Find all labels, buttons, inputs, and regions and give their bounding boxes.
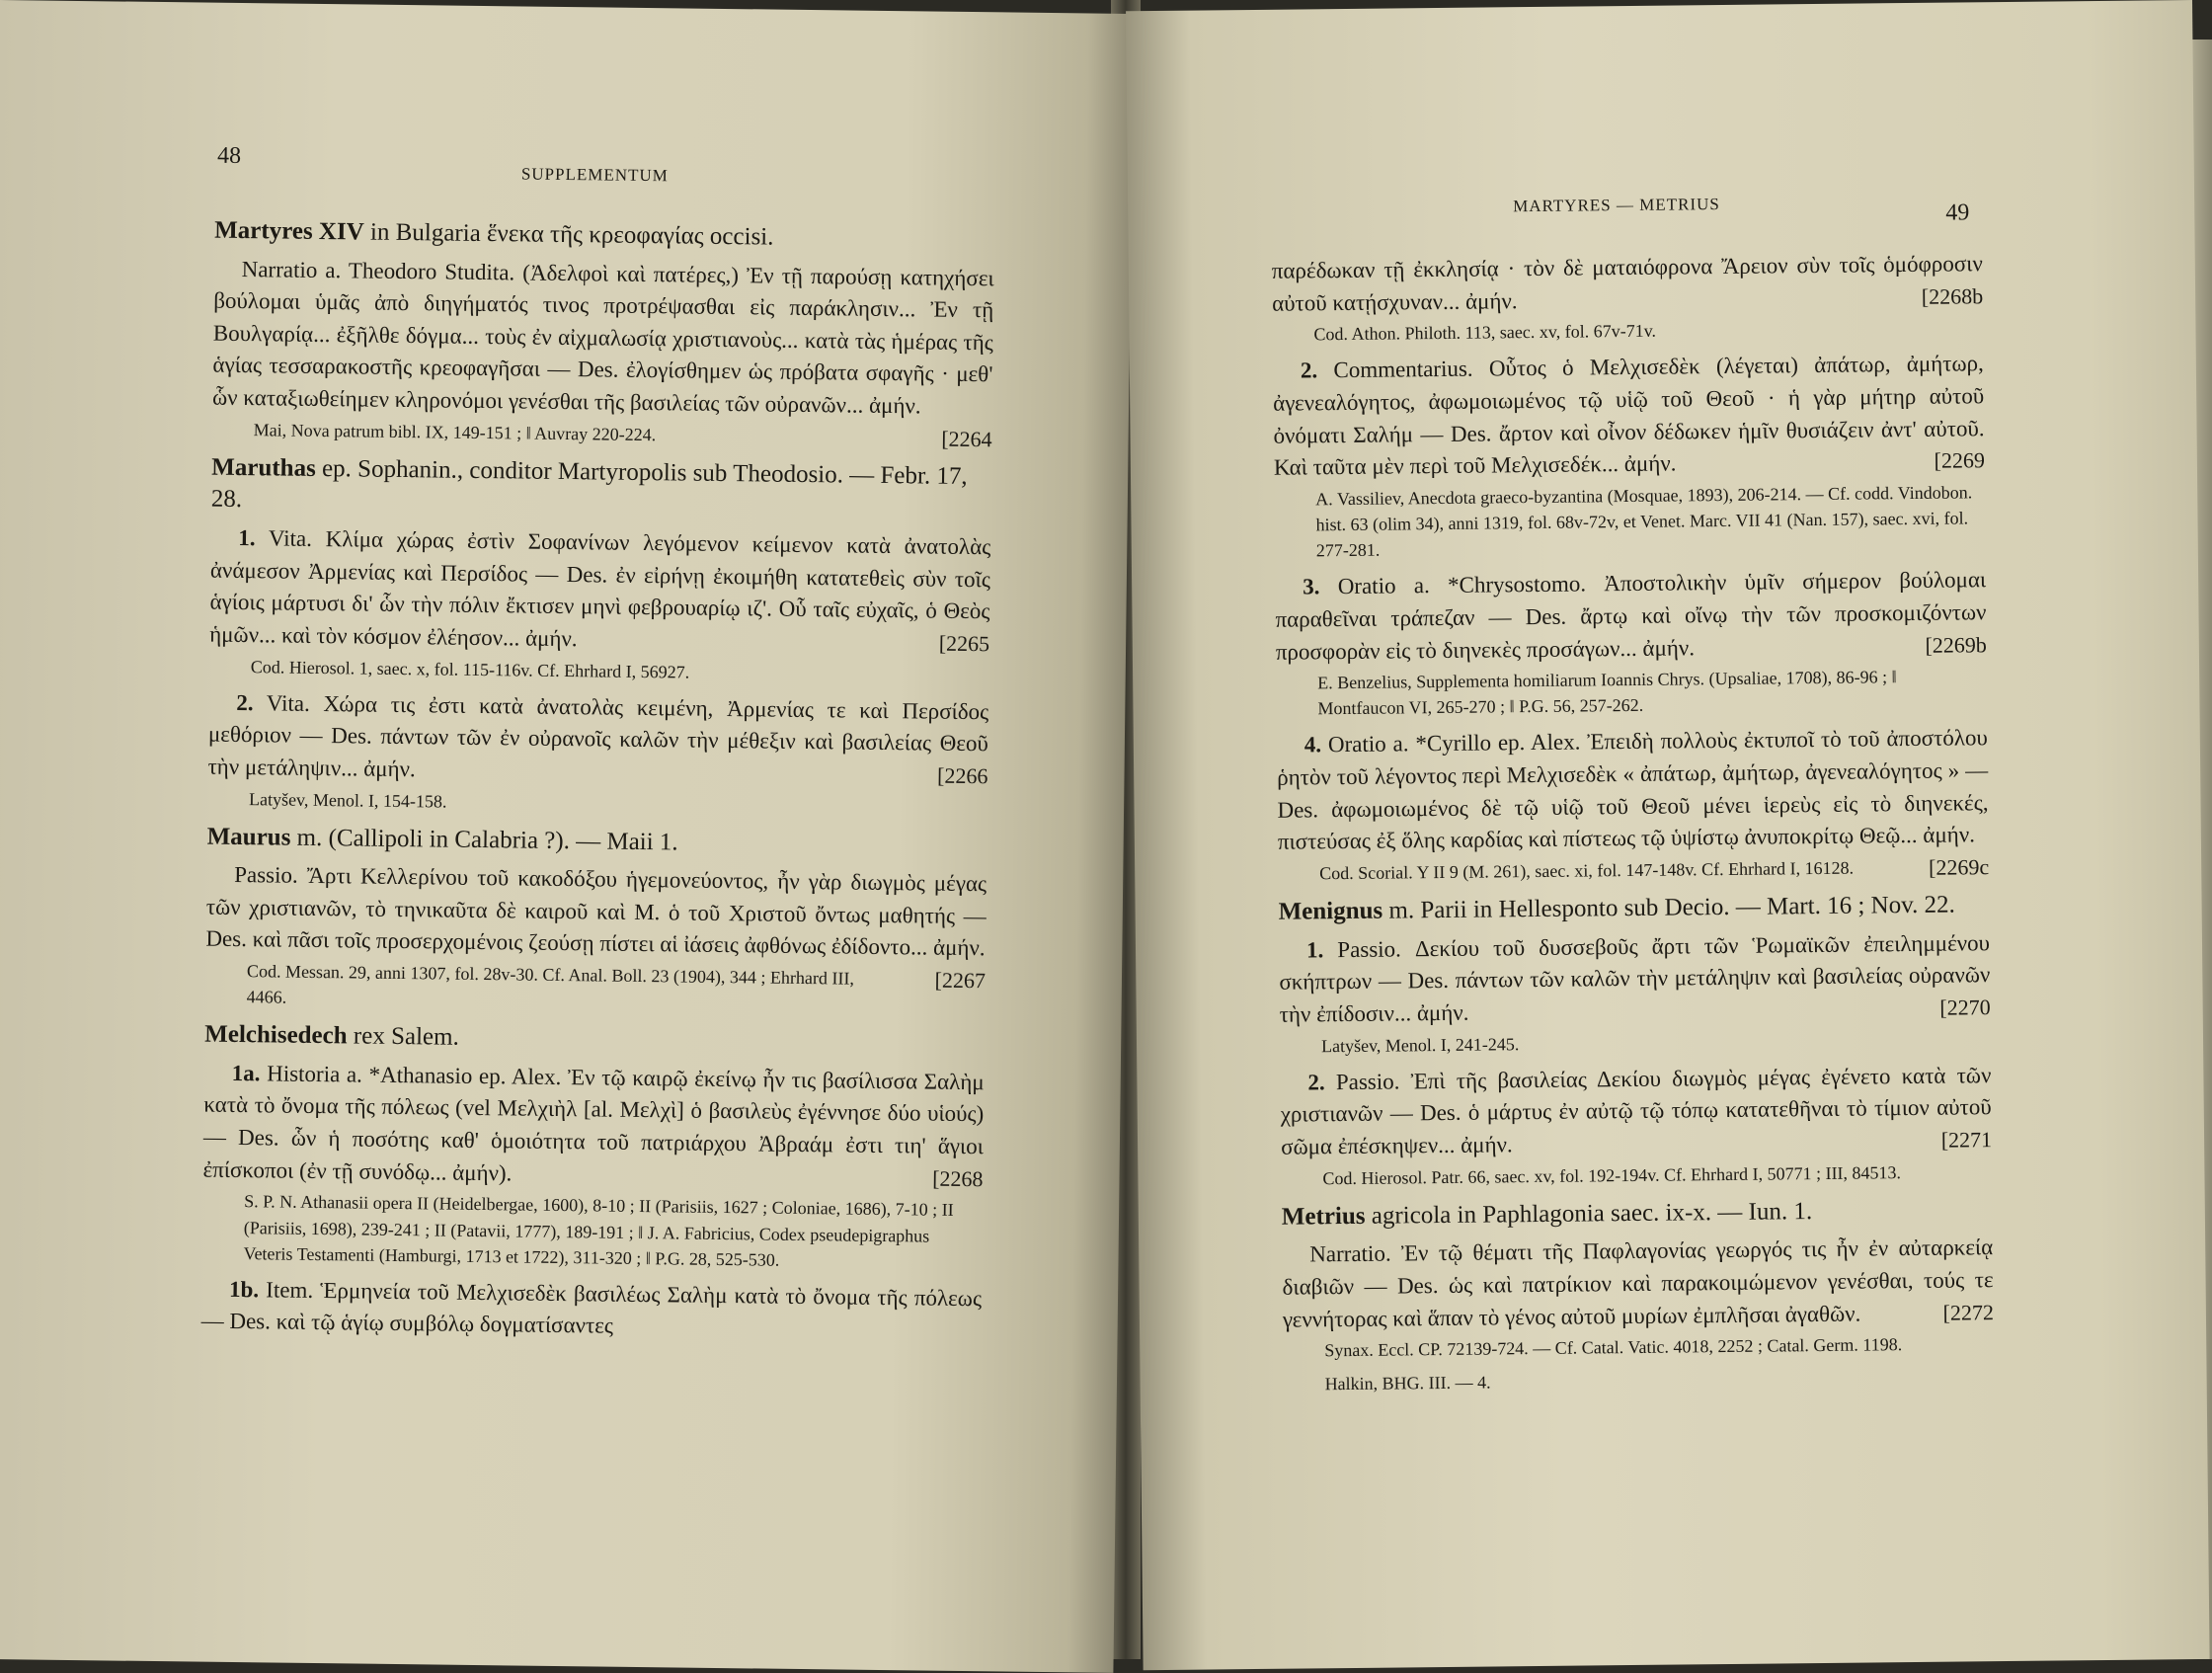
reference: Cod. Hierosol. Patr. 66, saec. xv, fol. 192-194v. Cf. Ehrhard I, 50771 ; III, 84513.: [1322, 1161, 1902, 1189]
bhg-number: [2271: [1940, 1127, 1993, 1153]
entry-heading: Maruthas ep. Sophanin., conditor Martyropolis sub Theodosio. — Febr. 17, 28.: [210, 453, 968, 514]
reference: A. Vassiliev, Anecdota graeco-byzantina (Mosquae, 1893), 206-214. — Cf. codd. Vindobon. hist. 63 (olim 34), anni 1319, fol. 68v-72v, et Venet. Marc. VII 41 (Nan. 157), saec. xvi, fol. 277-281.: [1315, 482, 1973, 561]
reference: Latyšev, Menol. I, 241-245.: [1320, 1033, 1520, 1056]
reference: S. P. N. Athanasii opera II (Heidelbergae, 1600), 8-10 ; II (Parisiis, 1627 ; Coloniae, 1686), 7-10 ; II (Parisiis, 1698), 239-241 ; II (Patavii, 1777), 189-191 ; ‖ J. A. Fabricius, Codex pseudepigraphus Veteris Testamenti (Hamburgi, 1713 et 1722), 311-320 ; ‖ P.G. 28, 525-530.: [243, 1191, 954, 1270]
entry-text: 1b. Item. Ἑρμηνεία τοῦ Μελχισεδὲκ βασιλέως Σαλὴμ κατὰ τὸ ὄνομα τῆς πόλεως — Des. καὶ τῷ ἁγίῳ συμβόλῳ δογματίσαντες: [200, 1276, 983, 1339]
page-number: 49: [1945, 199, 1970, 226]
entry-text: 2. Passio. Ἐπὶ τῆς βασιλείας Δεκίου διωγμὸς μέγας ἐγένετο κατὰ τῶν χριστιανῶν — Des. ὁ μάρτυς ἐν αὐτῷ τῷ τόπῳ κατατεθῆναι τὸ τίμιον αὐτοῦ σῶμα ἐπέσκηψεν... ἀμήν. [2271: [1280, 1062, 1993, 1159]
bhg-number: [2269c: [1928, 854, 1990, 880]
bhg-number: [2265: [938, 630, 990, 657]
entry-text: 2. Vita. Χώρα τις ἐστι κατὰ ἀνατολὰς κειμένη, Ἀρμενίας τε καὶ Περσίδος μεθόριον — Des. πάντων τῶν ἐν οὐρανοῖς καλῶν τὴν μέθεξιν καὶ βασιλείας Θεοῦ τὴν μετάληψιν... ἀμήν. [2266: [207, 686, 988, 793]
reference: Cod. Hierosol. 1, saec. x, fol. 115-116v. Cf. Ehrhard I, 56927.: [250, 656, 690, 682]
reference: Mai, Nova patrum bibl. IX, 149-151 ; ‖ Auvray 220-224.: [253, 419, 657, 444]
left-content: [200, 205, 994, 1350]
entry-heading: Menignus m. Parii in Hellesponto sub Decio. — Mart. 16 ; Nov. 22.: [1278, 891, 1955, 925]
reference: Cod. Messan. 29, anni 1307, fol. 28v-30. Cf. Anal. Boll. 23 (1904), 344 ; Ehrhard III, 4466.: [246, 961, 855, 1007]
bhg-number: [2269: [1934, 447, 1986, 474]
reference: Cod. Scorial. Y II 9 (M. 261), saec. xi, fol. 147-148v. Cf. Ehrhard I, 16128.: [1319, 857, 1855, 884]
bhg-number: [2270: [1939, 995, 1991, 1020]
bhg-number: [2266: [936, 762, 988, 789]
entry-text: 4. Oratio a. *Cyrillo ep. Alex. Ἐπειδὴ πολλοὺς ἐκτυποῖ τὸ τοῦ ἀποστόλου ῥητὸν τοῦ λέγοντος περὶ Μελχισεδὲκ « ἀπάτωρ, ἀμήτωρ, ἀγενεαλόγητος » — Des. ἀφωμοιωμένος δὲ τῷ υἱῷ τοῦ Θεοῦ μένει ἱερεὺς εἰς τὸ διηνεκές, πιστεύσας ἐξ ὅλης καρδίας καὶ πίστεως τῷ ὑψίστῳ ἀνυποκρίτῳ Θεῷ... ἀμήν. [2269c: [1277, 723, 1989, 859]
page-number: 48: [216, 142, 242, 169]
entry-heading: Metrius agricola in Paphlagonia saec. ix-x. — Iun. 1.: [1281, 1197, 1813, 1231]
entry-text: 3. Oratio a. *Chrysostomo. Ἀποστολικὴν ὑμῖν σήμερον βούλομαι παραθεῖναι τράπεζαν — Des. ἄρτῳ καὶ οἴνῳ τὴν τῶν προσκομιζόντων προσφορὰν εἰς τὸ διηνεκὲς προσάγων... ἀμήν. [2269b: [1275, 567, 1987, 665]
bhg-number: [2268b: [1921, 282, 1984, 309]
entry-heading: Melchisedech rex Salem.: [204, 1020, 459, 1052]
bhg-number: [2267: [934, 967, 987, 994]
bhg-number: [2272: [1942, 1299, 1995, 1325]
entry-text: 1a. Historia a. *Athanasio ep. Alex. Ἐν τῷ καιρῷ ἐκείνῳ ἦν τις βασίλισσα Σαλὴμ κατὰ τὸ ὄνομα τῆς πόλεως (vel Μελχιὴλ [al. Μελχὶ] ὁ βασιλεὺς ἐγέννησε δύο υἱούς) — Des. ὧν ἡ ποσότης καθ' ὁμοιότητα τοῦ πατριάρχου Ἀβραάμ ἐστι τιη' ἅγιοι ἐπίσκοποι (ἐν τῇ συνόδῳ... ἀμήν). [2268: [202, 1057, 985, 1195]
reference: Halkin, BHG. III. — 4.: [1324, 1372, 1491, 1394]
right-content: [1272, 244, 1995, 1405]
reference: Cod. Athon. Philoth. 113, saec. xv, fol. 67v-71v.: [1313, 321, 1657, 345]
entry-text: 1. Vita. Κλίμα χώρας ἐστὶν Σοφανίνων λεγόμενον κείμενον κατὰ ἀνατολὰς ἀνάμεσον Ἀρμενίας καὶ Περσίδος — Des. ἐν εἰρήνῃ ἐκοιμήθη κατατεθεὶς σὺν τοῖς ἁγίοις μάρτυσι δι' ὧν τὴν πόλιν ἔκτισεν μηνὶ φεβρουαρίῳ ιζ'. Οὗ ταῖς εὐχαῖς, ὁ Θεὸς ἡμῶν... καὶ τὸν κόσμον ἐλέησον... ἀμήν. [2265: [209, 522, 991, 661]
running-head: MARTYRES — METRIUS: [1513, 195, 1720, 216]
reference: E. Benzelius, Supplementa homiliarum Ioannis Chrys. (Upsaliae, 1708), 86-96 ; ‖ Montfaucon VI, 265-270 ; ‖ P.G. 56, 257-262.: [1317, 667, 1897, 719]
entry-text: 1. Passio. Δεκίου τοῦ δυσσεβοῦς ἄρτι τῶν Ῥωμαϊκῶν ἐπειλημμένου σκήπτρων — Des. πάντων τῶν καλῶν τὴν μετάληψιν καὶ βασιλείας οὐρανῶν τὴν ἐπίδοσιν... ἀμήν. [2270: [1279, 929, 1991, 1027]
reference: Synax. Eccl. CP. 72139-724. — Cf. Catal. Vatic. 4018, 2252 ; Catal. Germ. 1198.: [1324, 1334, 1903, 1361]
entry-text: Passio. Ἄρτι Κελλερίνου τοῦ κακοδόξου ἡγεμονεύοντος, ἦν γὰρ διωγμὸς μέγας τῶν χριστιανῶν, τὸ τηνικαῦτα δὲ καιροῦ καὶ Μ. ὁ τοῦ Χριστοῦ ὄντως μαθητής — Des. καὶ πᾶσι τοῖς προσερχομένοις ζεούσῃ πίστει αἱ ἰάσεις ἀφθόνως ἐδίδοντο... ἀμήν. [2267: [205, 859, 987, 966]
entry-text: 2. Commentarius. Οὗτος ὁ Μελχισεδὲκ (λέγεται) ἀπάτωρ, ἀμήτωρ, ἀγενεαλόγητος, ἀφωμοιωμένος τῷ υἱῷ τοῦ Θεοῦ · ἡ γὰρ μήτηρ αὐτοῦ ὀνόματι Σαλήμ — Des. ἄρτον καὶ οἶνον δέδωκεν ἡμῖν θυσιάζειν ἀντ' αὐτοῦ. Καὶ ταῦτα μὲν περὶ τοῦ Μελχισεδέκ... ἀμήν. [2269: [1273, 351, 1986, 481]
bhg-number: [2269b: [1925, 631, 1987, 658]
entry-text: Narratio. Ἐν τῷ θέματι τῆς Παφλαγονίας γεωργός τις ἦν ἐν αὐταρκείᾳ διαβιῶν — Des. ὡς καὶ πατρίκιον καὶ παρακοιμώμενον γενέσθαι, τούς τε γεννήτορας καὶ ἅπαν τὸ γένος αὐτοῦ μυρίων ἐμπλῆσαι ἀγαθῶν. [2272: [1282, 1235, 1995, 1332]
entry-heading: Maurus m. (Callipoli in Calabria ?). — Maii 1.: [206, 823, 678, 856]
right-page: [1126, 0, 2210, 1670]
bhg-number: [2268: [932, 1165, 984, 1192]
reference: Latyšev, Menol. I, 154-158.: [249, 788, 447, 812]
bhg-number: [2264: [941, 426, 992, 452]
entry-text: παρέδωκαν τῇ ἐκκλησίᾳ · τὸν δὲ ματαιόφρονα Ἄρειον σὺν τοῖς ὁμόφροσιν αὐτοῦ κατῄσχυναν... ἀμήν. [2268b: [1271, 251, 1984, 316]
entry-text: Narratio a. Theodoro Studita. (Ἀδελφοὶ καὶ πατέρες,) Ἐν τῇ παρούσῃ κατηχήσει βούλομαι ὑμᾶς ἀπὸ διηγήματός τινος προτρέψασθαι εἰς παράκλησιν... Ἐν τῇ Βουλγαρίᾳ... ἐξῆλθε δόγμα... τοὺς ἐν αἰχμαλωσίᾳ χριστιανοὺς... κατὰ τὰς ἡμέρας τῆς ἁγίας τεσσαρακοστῆς κρεοφαγῆσαι — Des. ἐλογίσθημεν ὡς πρόβατα σφαγῆς · μεθ' ὧν καταξιωθείημεν κληρονόμοι γενέσθαι τῆς βασιλείας τῶν οὐρανῶν... ἀμήν. [2264: [212, 253, 994, 424]
running-head: SUPPLEMENTUM: [520, 164, 669, 186]
entry-heading: Martyres XIV in Bulgaria ἕνεκα τῆς κρεοφαγίας occisi.: [214, 216, 774, 251]
